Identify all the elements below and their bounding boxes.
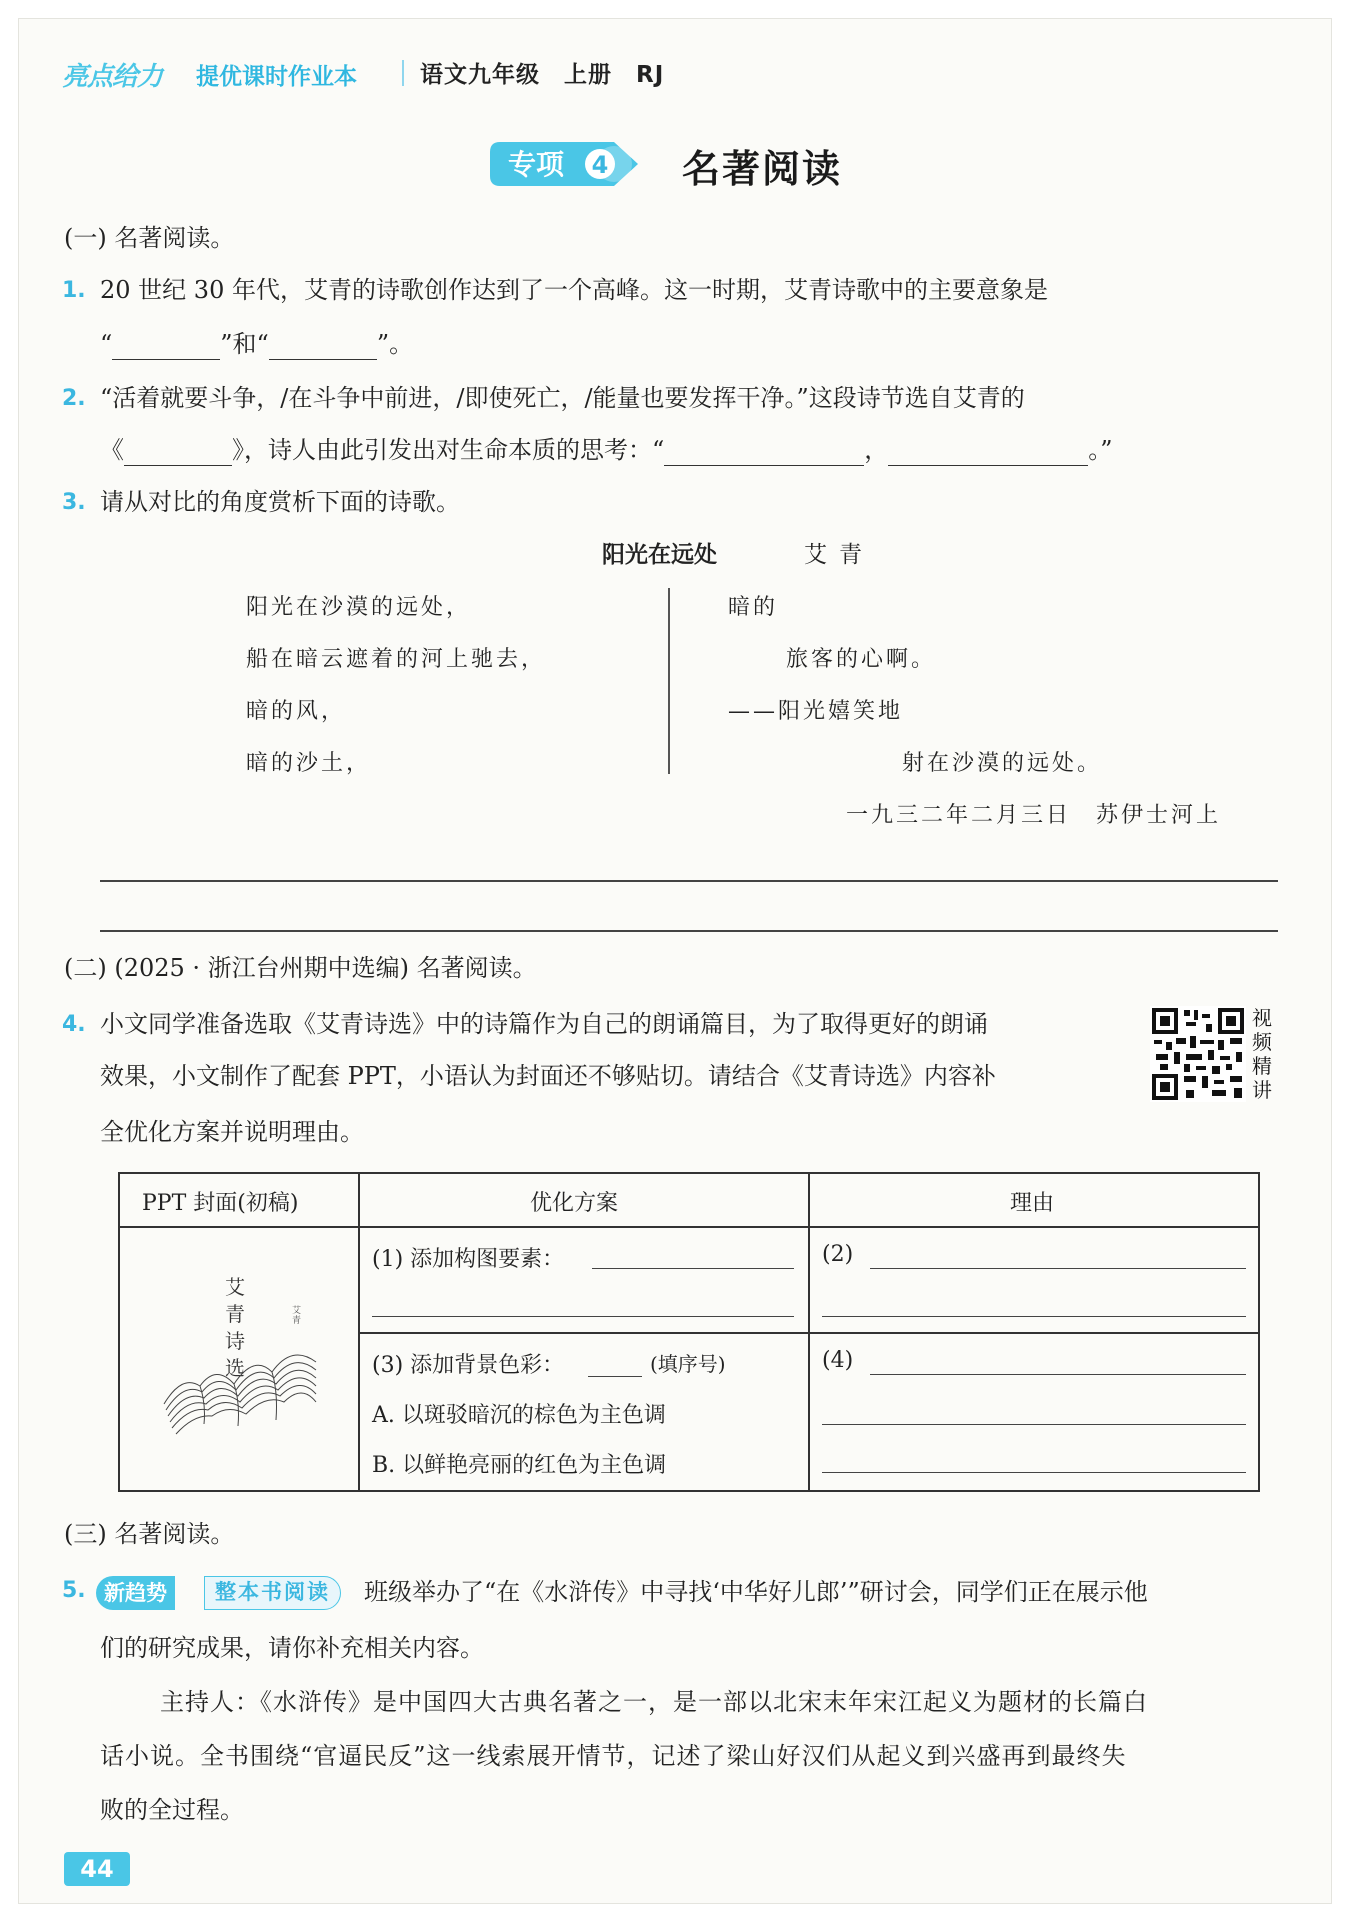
q1-close: ”。 <box>376 330 414 358</box>
item1-label: (1) 添加构图要素： <box>372 1247 565 1272</box>
q5-line2: 们的研究成果，请你补充相关内容。 <box>100 1634 484 1662</box>
table-header-rule <box>120 1226 1258 1228</box>
item3-hint: (填序号) <box>650 1352 726 1376</box>
q2-part-b: 》，诗人由此引发出对生命本质的思考：“ <box>232 436 665 464</box>
poem-date: 一九三二年二月三日 苏伊士河上 <box>846 803 1222 828</box>
poem-left-line-1: 阳光在沙漠的远处， <box>246 595 472 620</box>
q1-blank-1[interactable] <box>112 334 220 360</box>
poem-divider <box>668 588 670 774</box>
q5-line1: 班级举办了“在《水浒传》中寻找‘中华好儿郎’”研讨会，同学们正在展示他 <box>364 1578 1148 1606</box>
item2-label: (2) <box>822 1242 854 1267</box>
section2-heading: (二) (2025 · 浙江台州期中选编) 名著阅读。 <box>64 954 537 982</box>
q1-line2 <box>100 328 413 360</box>
option-a: A. 以斑驳暗沉的棕色为主色调 <box>372 1403 666 1428</box>
cover-title: 艾青诗选 <box>225 1275 245 1380</box>
host-line1: 主持人：《水浒传》是中国四大古典名著之一，是一部以北宋末年宋江起义为题材的长篇白 <box>160 1688 1148 1716</box>
qr-code-pattern <box>1150 1006 1246 1102</box>
q3-text: 请从对比的角度赏析下面的诗歌。 <box>100 488 460 516</box>
q2-line1: “活着就要斗争，/在斗争中前进，/即使死亡，/能量也要发挥干净。”这段诗节选自艾青的 <box>100 384 1025 412</box>
item2-blank-2[interactable] <box>822 1316 1246 1317</box>
page-number: 44 <box>64 1852 130 1886</box>
q2-part-a: 《 <box>100 436 124 464</box>
poem-right-line-3: ——阳光嬉笑地 <box>728 699 904 724</box>
q4-line3: 全优化方案并说明理由。 <box>100 1118 364 1146</box>
q5-number: 5. <box>62 1578 86 1603</box>
answer-line-2[interactable] <box>100 930 1278 932</box>
q4-line1: 小文同学准备选取《艾青诗选》中的诗篇作为自己的朗诵篇目，为了取得更好的朗诵 <box>100 1010 988 1038</box>
q1-blank-2[interactable] <box>269 334 377 360</box>
host-line2: 话小说。全书围绕“官逼民反”这一线索展开情节，记述了梁山好汉们从起义到兴盛再到最终失 <box>100 1742 1127 1770</box>
section1-heading: (一) 名著阅读。 <box>64 224 235 252</box>
q1-line1: 20 世纪 30 年代，艾青的诗歌创作达到了一个高峰。这一时期，艾青诗歌中的主要意象是 <box>100 276 1048 304</box>
poem-right-line-2: 旅客的心啊。 <box>786 647 937 672</box>
cover-author-small: 艾青 <box>292 1306 302 1326</box>
poem-right-line-1: 暗的 <box>728 595 779 620</box>
badge-whole-book: 整本书阅读 <box>204 1576 341 1610</box>
header-divider <box>402 60 404 86</box>
table-row-rule <box>358 1332 1258 1334</box>
q2-part-d: 。” <box>1088 436 1113 464</box>
book-info: 语文九年级 上册 RJ <box>420 62 665 88</box>
badge-new-trend: 新趋势 <box>96 1576 175 1610</box>
table-header-reason: 理由 <box>1010 1191 1055 1216</box>
qr-code[interactable] <box>1150 1006 1246 1102</box>
q2-part-c: ， <box>864 436 889 464</box>
poem-right-line-4: 射在沙漠的远处。 <box>902 751 1103 776</box>
topic-tag <box>486 138 646 190</box>
q2-blank-2[interactable] <box>664 440 864 466</box>
mountain-illustration <box>160 1334 320 1438</box>
q1-mid: ”和“ <box>220 330 269 358</box>
brand-logo: 亮点给力 <box>62 62 163 92</box>
q4-line2: 效果，小文制作了配套 PPT，小语认为封面还不够贴切。请结合《艾青诗选》内容补 <box>100 1062 996 1090</box>
table-header-plan: 优化方案 <box>530 1191 619 1216</box>
section3-heading: (三) 名著阅读。 <box>64 1520 235 1548</box>
q2-blank-3[interactable] <box>888 440 1088 466</box>
poem-left-line-3: 暗的风， <box>246 699 347 724</box>
poem-left-line-4: 暗的沙土， <box>246 751 372 776</box>
q2-line2 <box>100 434 1113 466</box>
poem-left-line-2: 船在暗云遮着的河上驰去， <box>246 647 547 672</box>
q1-open: “ <box>100 330 113 358</box>
host-line3: 败的全过程。 <box>100 1796 244 1824</box>
q1-number: 1. <box>62 278 86 303</box>
q3-number: 3. <box>62 490 86 515</box>
option-b: B. 以鲜艳亮丽的红色为主色调 <box>372 1453 667 1478</box>
poem-author: 艾青 <box>804 542 874 568</box>
item4-blank-3[interactable] <box>822 1472 1246 1473</box>
topic-tag-label: 专项 <box>508 148 565 181</box>
qr-label: 视频精讲 <box>1252 1006 1272 1102</box>
table-header-cover: PPT 封面(初稿) <box>142 1191 299 1216</box>
topic-tag-shape <box>486 138 646 190</box>
poem-title: 阳光在远处 <box>602 542 717 568</box>
item1-blank-2[interactable] <box>372 1316 794 1317</box>
item2-blank[interactable] <box>870 1268 1246 1269</box>
item4-blank-2[interactable] <box>822 1424 1246 1425</box>
topic-tag-number: 4 <box>591 151 609 179</box>
item4-label: (4) <box>822 1348 854 1373</box>
q2-number: 2. <box>62 386 86 411</box>
q4-number: 4. <box>62 1012 86 1037</box>
item1-blank[interactable] <box>592 1268 794 1269</box>
answer-line-1[interactable] <box>100 880 1278 882</box>
ppt-table <box>118 1172 1260 1492</box>
item3-label: (3) 添加背景色彩： <box>372 1353 565 1378</box>
item4-blank[interactable] <box>870 1374 1246 1375</box>
series-name: 提优课时作业本 <box>196 64 357 90</box>
topic-title: 名著阅读 <box>682 146 843 191</box>
q2-blank-1[interactable] <box>124 440 232 466</box>
item3-blank[interactable] <box>588 1376 642 1377</box>
